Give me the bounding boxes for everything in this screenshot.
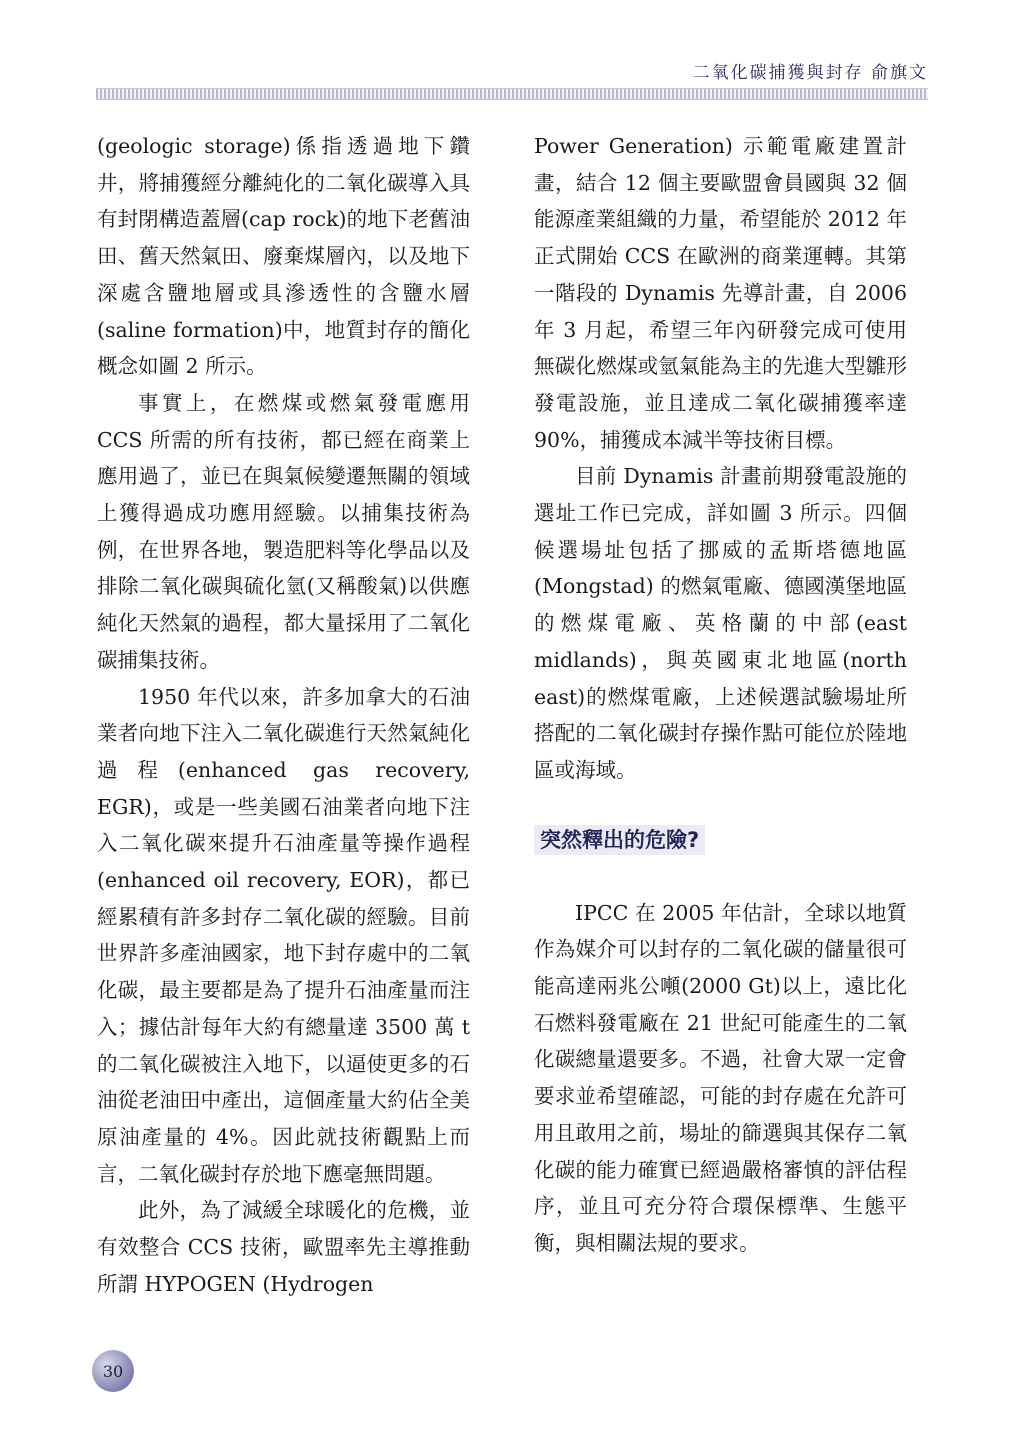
right-column <box>534 128 907 1262</box>
paragraph: Power Generation) 示範電廠建置計畫，結合 12 個主要歐盟會員國與 32 個能源產業組織的力量，希望能於 2012 年正式開始 CCS 在歐洲的商業運轉。其第一階段的 Dynamis 先導計畫，自 2006 年 3 月起，希望三年內研發完成可使用無碳化燃煤或氫氣能為主的先進大型雛形發電設施，並且達成二氧化碳捕獲率達 90%，捕獲成本減半等技術目標。 <box>534 134 907 452</box>
running-header: 二氧化碳捕獲與封存 俞旗文 <box>692 63 928 83</box>
page-number: 30 <box>102 1361 124 1381</box>
left-column <box>97 128 470 1303</box>
paragraph: IPCC 在 2005 年估計，全球以地質作為媒介可以封存的二氧化碳的儲量很可能高達兩兆公噸(2000 Gt)以上，遠比化石燃料發電廠在 21 世紀可能產生的二氧化碳總量還要多。不過，社會大眾一定會要求並希望確認，可能的封存處在允許可用且敢用之前，場址的篩選與其保存二氧化碳的能力確實已經過嚴格審慎的評估程序，並且可充分符合環保標準、生態平衡，與相關法規的要求。 <box>534 900 907 1255</box>
paragraph: 目前 Dynamis 計畫前期發電設施的選址工作已完成，詳如圖 3 所示。四個候選場址包括了挪威的孟斯塔德地區(Mongstad) 的燃氣電廠、德國漢堡地區的燃煤電廠、英格蘭的中部(east midlands)，與英國東北地區(north east)的燃煤電廠，上述候選試驗場址所搭配的二氧化碳封存操作點可能位於陸地區或海域。 <box>534 464 907 782</box>
paragraph: 事實上，在燃煤或燃氣發電應用 CCS 所需的所有技術，都已經在商業上應用過了，並已在與氣候變遷無關的領域上獲得過成功應用經驗。以捕集技術為例，在世界各地，製造肥料等化學品以及排除二氧化碳與硫化氫(又稱酸氣)以供應純化天然氣的過程，都大量採用了二氧化碳捕集技術。 <box>97 390 470 672</box>
paragraph: 1950 年代以來，許多加拿大的石油業者向地下注入二氧化碳進行天然氣純化過程(enhanced gas recovery, EGR)，或是一些美國石油業者向地下注入二氧化碳來提升石油產量等操作過程(enhanced oil recovery, EOR)，都已經累積有許多封存二氧化碳的經驗。目前世界許多產油國家，地下封存處中的二氧化碳，最主要都是為了提升石油產量而注入；據估計每年大約有總量達 3500 萬 t 的二氧化碳被注入地下，以逼使更多的石油從老油田中產出，這個產量大約佔全美原油產量的 4%。因此就技術觀點上而言，二氧化碳封存於地下應毫無問題。 <box>97 684 470 1186</box>
paragraph: (geologic storage)係指透過地下鑽井，將捕獲經分離純化的二氧化碳導入具有封閉構造蓋層(cap rock)的地下老舊油田、舊天然氣田、廢棄煤層內，以及地下深處含鹽地層或具滲透性的含鹽水層(saline formation)中，地質封存的簡化概念如圖 2 所示。 <box>97 134 470 379</box>
header-rule <box>96 88 928 100</box>
page-number-badge <box>92 1350 134 1392</box>
paragraph: 此外，為了減緩全球暖化的危機，並有效整合 CCS 技術，歐盟率先主導推動所謂 HYPOGEN (Hydrogen <box>97 1198 470 1296</box>
section-heading: 突然釋出的危險? <box>534 825 705 855</box>
